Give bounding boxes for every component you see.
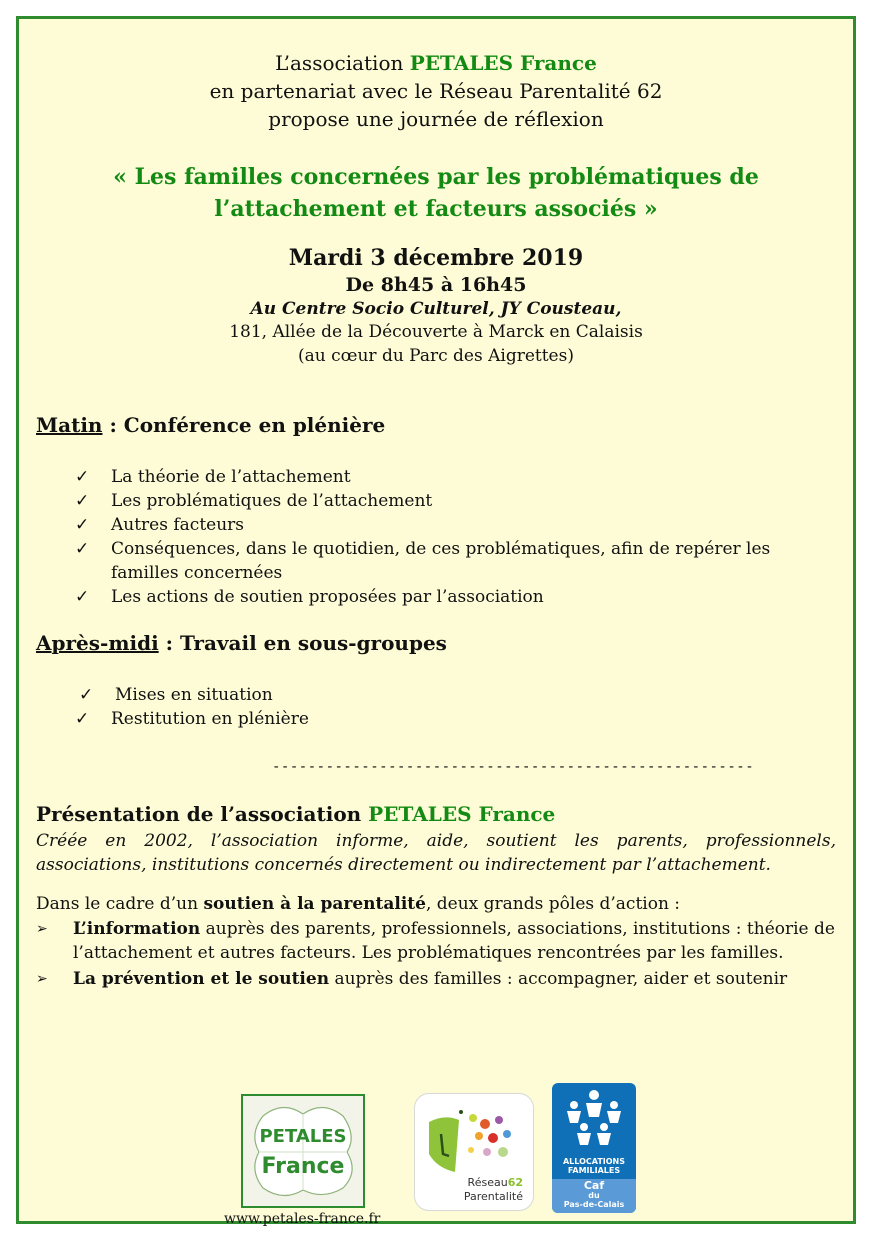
list-item-text: Conséquences, dans le quotidien, de ces problématiques, afin de repérer les familles concernées — [111, 539, 771, 583]
event-time: De 8h45 à 16h45 — [345, 274, 527, 296]
check-icon: ✓ — [75, 709, 90, 729]
list-item-text: Restitution en plénière — [111, 709, 309, 729]
afternoon-title: : Travail en sous-groupes — [158, 631, 447, 655]
check-icon: ✓ — [75, 491, 90, 511]
list-item-text: La théorie de l’attachement — [111, 467, 351, 487]
check-icon: ✓ — [75, 515, 90, 535]
reseau-logo-line-1 — [468, 1176, 523, 1189]
list-item — [36, 917, 836, 965]
intro-prefix: L’association — [275, 51, 410, 75]
pole-title: La prévention et le soutien — [73, 969, 330, 989]
list-item — [75, 465, 815, 489]
pole-title: L’information — [73, 919, 201, 939]
event-date: Mardi 3 décembre 2019 — [288, 245, 584, 271]
afternoon-list — [75, 683, 779, 731]
list-item-text: Les actions de soutien proposées par l’association — [111, 587, 544, 607]
presentation-text: Créée en 2002, l’association informe, aide, soutient les parents, professionnels, associations, institutions concernés directement ou indirectement par l’attachement. — [36, 831, 836, 875]
list-item — [36, 967, 836, 991]
pole-text: auprès des familles : accompagner, aider et soutenir — [329, 969, 788, 989]
reseau-emblem-icon — [415, 1094, 533, 1174]
afternoon-label: Après-midi — [36, 631, 159, 655]
event-title — [19, 161, 853, 225]
list-item — [79, 683, 779, 707]
check-icon: ✓ — [75, 467, 90, 487]
petales-logo-line-1: PETALES — [259, 1126, 347, 1147]
check-icon: ✓ — [75, 539, 90, 559]
caf-logo-line-4: du — [588, 1191, 600, 1200]
org-name: PETALES France — [409, 51, 597, 75]
reseau-word: Réseau — [467, 1176, 508, 1189]
caf-logo-line-1: ALLOCATIONS — [562, 1157, 626, 1166]
reseau-logo-line-2: Parentalité — [463, 1190, 523, 1203]
poles-intro-prefix: Dans le cadre d’un — [36, 894, 204, 914]
presentation-heading — [36, 802, 555, 826]
caf-logo — [552, 1083, 636, 1213]
list-item — [75, 707, 779, 731]
petales-france-logo — [241, 1094, 365, 1208]
morning-list — [75, 465, 815, 609]
afternoon-heading — [36, 631, 447, 655]
caf-logo-line-2: FAMILIALES — [567, 1166, 621, 1175]
poles-list — [36, 917, 836, 993]
intro-block — [19, 49, 853, 133]
divider: ------------------------------------------------------ — [272, 759, 755, 775]
list-item — [75, 585, 815, 609]
check-icon: ✓ — [75, 587, 90, 607]
flyer-page — [16, 16, 856, 1227]
event-title-line-1: « Les familles concernées par les problématiques de — [113, 164, 759, 190]
list-item-text: Les problématiques de l’attachement — [111, 491, 433, 511]
event-location-note: (au cœur du Parc des Aigrettes) — [298, 346, 574, 366]
pole-text: auprès des parents, professionnels, associations, institutions : théorie de l’attachement et autres facteurs. Les problématiques rencontrées par les familles. — [73, 919, 835, 963]
poles-intro-suffix: , deux grands pôles d’action : — [425, 894, 681, 914]
poles-intro-bold: soutien à la parentalité — [203, 894, 426, 914]
list-item — [75, 489, 815, 513]
arrow-bullet-icon: ➢ — [36, 921, 48, 937]
event-venue: Au Centre Socio Culturel, JY Cousteau, — [250, 299, 622, 319]
morning-label: Matin — [36, 413, 103, 437]
petales-logo-line-2: France — [261, 1154, 345, 1179]
check-icon: ✓ — [79, 685, 94, 705]
presentation-org-name: PETALES France — [368, 802, 556, 826]
caf-logo-line-5: Pas-de-Calais — [563, 1200, 625, 1209]
list-item — [75, 513, 815, 537]
list-item-text: Mises en situation — [115, 685, 273, 705]
caf-logo-line-3: Caf — [583, 1179, 605, 1192]
morning-title: : Conférence en plénière — [102, 413, 386, 437]
intro-line-3: propose une journée de réflexion — [268, 107, 604, 131]
intro-line-1 — [19, 49, 853, 77]
reseau-parentalite-logo — [415, 1094, 533, 1210]
poles-intro — [36, 892, 680, 916]
morning-heading — [36, 413, 385, 437]
list-item — [75, 537, 815, 585]
list-item-text: Autres facteurs — [111, 515, 245, 535]
reseau-number: 62 — [507, 1176, 523, 1189]
arrow-bullet-icon: ➢ — [36, 971, 48, 987]
presentation-heading-prefix: Présentation de l’association — [36, 802, 369, 826]
event-address: 181, Allée de la Découverte à Marck en Calaisis — [229, 322, 643, 342]
event-title-line-2: l’attachement et facteurs associés » — [214, 196, 658, 222]
flower-outline-icon — [243, 1096, 363, 1206]
intro-line-2: en partenariat avec le Réseau Parentalité 62 — [209, 79, 663, 103]
caf-family-icon — [552, 1083, 636, 1155]
website-link[interactable]: www.petales-france.fr — [224, 1211, 381, 1227]
